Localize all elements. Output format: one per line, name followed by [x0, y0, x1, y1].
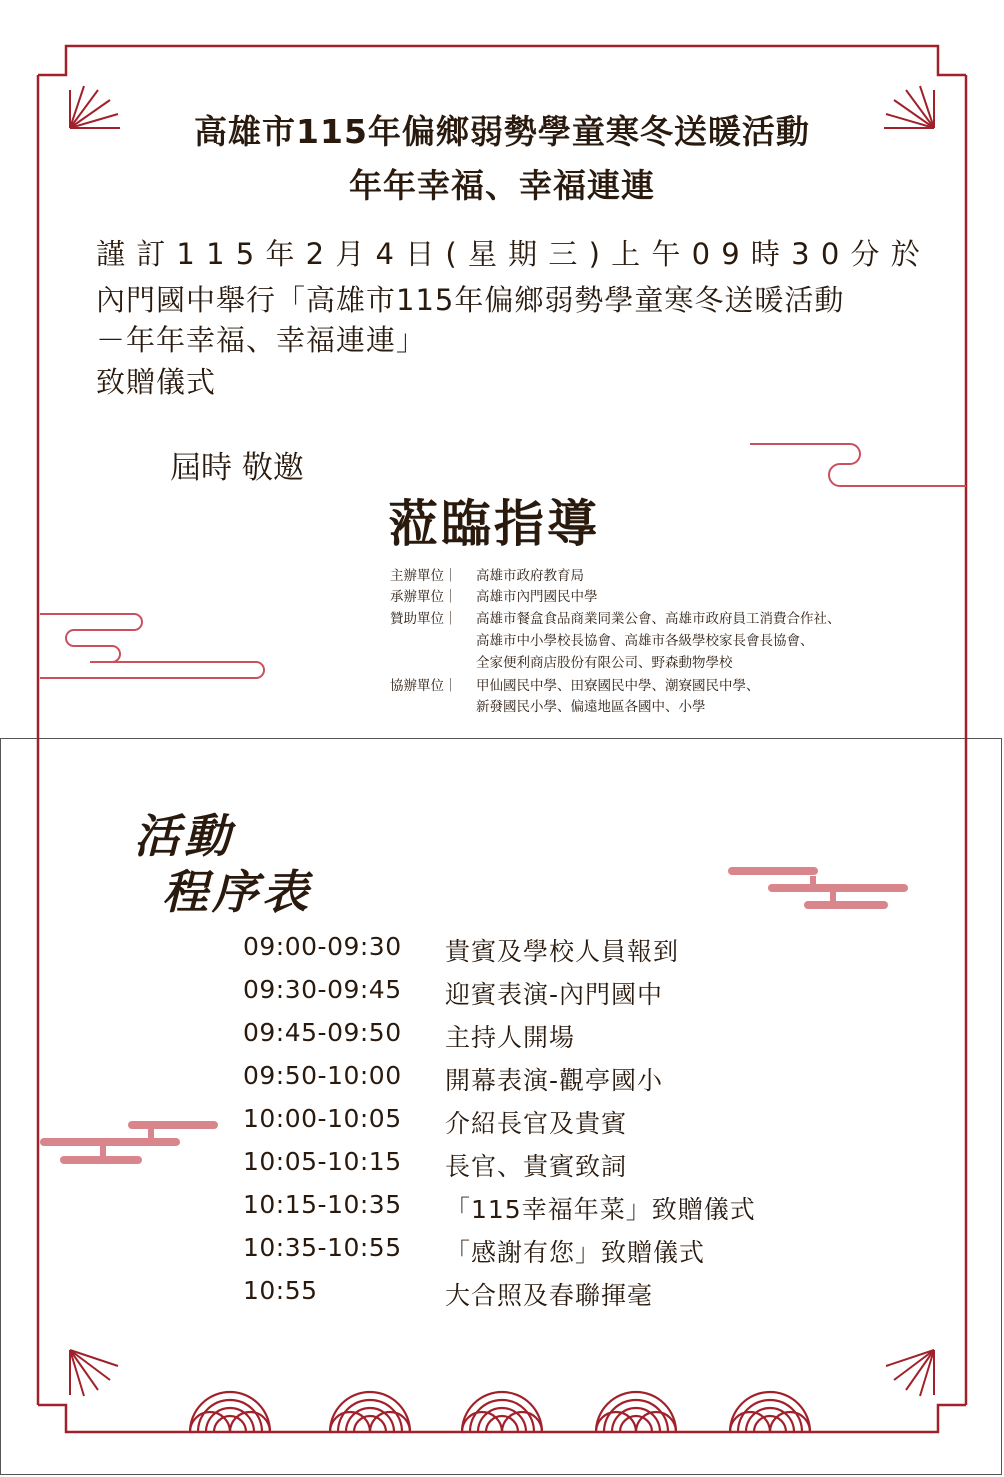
organizer-label-host: 主辦單位｜: [390, 568, 458, 584]
schedule-time: 10:05-10:15: [243, 1147, 402, 1176]
wave-motif-group: [190, 1392, 810, 1432]
organizer-value-coorganizer-2: 新發國民小學、偏遠地區各國中、小學: [476, 699, 706, 715]
schedule-item: 介紹長官及貴賓: [445, 1109, 628, 1138]
schedule-time: 10:15-10:35: [243, 1190, 402, 1219]
schedule-time: 09:00-09:30: [243, 932, 402, 961]
cloud-line-left: [40, 614, 264, 678]
body-line-4: 致贈儀式: [96, 365, 217, 399]
schedule-time: 10:00-10:05: [243, 1104, 402, 1133]
title-line-2: 年年幸福、幸福連連: [349, 166, 655, 205]
schedule-time: 10:55: [243, 1276, 318, 1305]
invite-text: 屆時 敬邀: [170, 450, 304, 486]
schedule-item: 迎賓表演-內門國中: [445, 980, 664, 1009]
cloud-band-left: [40, 1121, 218, 1164]
schedule-item: 長官、貴賓致詞: [445, 1152, 628, 1181]
cloud-line-right: [750, 444, 966, 486]
schedule-time: 10:35-10:55: [243, 1233, 402, 1262]
schedule-item: 「感謝有您」致贈儀式: [445, 1238, 706, 1267]
organizer-value-host: 高雄市政府教育局: [476, 568, 584, 584]
schedule-item: 貴賓及學校人員報到: [445, 937, 680, 966]
body-line-2: 內門國中舉行「高雄市115年偏鄉弱勢學童寒冬送暖活動: [96, 283, 845, 317]
organizer-value-executor: 高雄市內門國民中學: [476, 589, 598, 605]
organizer-value-sponsor-3: 全家便利商店股份有限公司、野森動物學校: [476, 655, 733, 671]
organizer-value-sponsor-1: 高雄市餐盒食品商業同業公會、高雄市政府員工消費合作社、: [476, 611, 841, 627]
body-line-3: －年年幸福、幸福連連」: [96, 323, 427, 357]
schedule-time: 09:50-10:00: [243, 1061, 402, 1090]
schedule-item: 主持人開場: [445, 1023, 576, 1052]
schedule-item: 「115幸福年菜」致贈儀式: [445, 1195, 756, 1224]
organizer-label-sponsor: 贊助單位｜: [390, 611, 458, 627]
title-line-1: 高雄市115年偏鄉弱勢學童寒冬送暖活動: [194, 112, 810, 151]
organizer-label-executor: 承辦單位｜: [390, 589, 458, 605]
guide-text: 蒞臨指導: [388, 495, 600, 553]
schedule-item: 大合照及春聯揮毫: [445, 1281, 654, 1310]
schedule-time: 09:45-09:50: [243, 1018, 402, 1047]
schedule-item: 開幕表演-觀亭國小: [445, 1066, 664, 1095]
corner-fan-bottom-left: [70, 1350, 118, 1396]
schedule-time: 09:30-09:45: [243, 975, 402, 1004]
program-title-line-1: 活動: [134, 809, 234, 863]
cloud-band-right: [728, 867, 908, 909]
program-title-line-2: 程序表: [162, 865, 312, 919]
body-line-1: 謹 訂 1 1 5 年 2 月 4 日 ( 星 期 三 ) 上 午 0 9 時 3 0 分 於: [96, 237, 921, 271]
organizer-value-sponsor-2: 高雄市中小學校長協會、高雄市各級學校家長會長協會、: [476, 633, 814, 649]
organizer-label-coorganizer: 協辦單位｜: [390, 678, 458, 694]
organizer-value-coorganizer-1: 甲仙國民中學、田寮國民中學、潮寮國民中學、: [476, 678, 760, 694]
corner-fan-bottom-right: [886, 1350, 934, 1396]
